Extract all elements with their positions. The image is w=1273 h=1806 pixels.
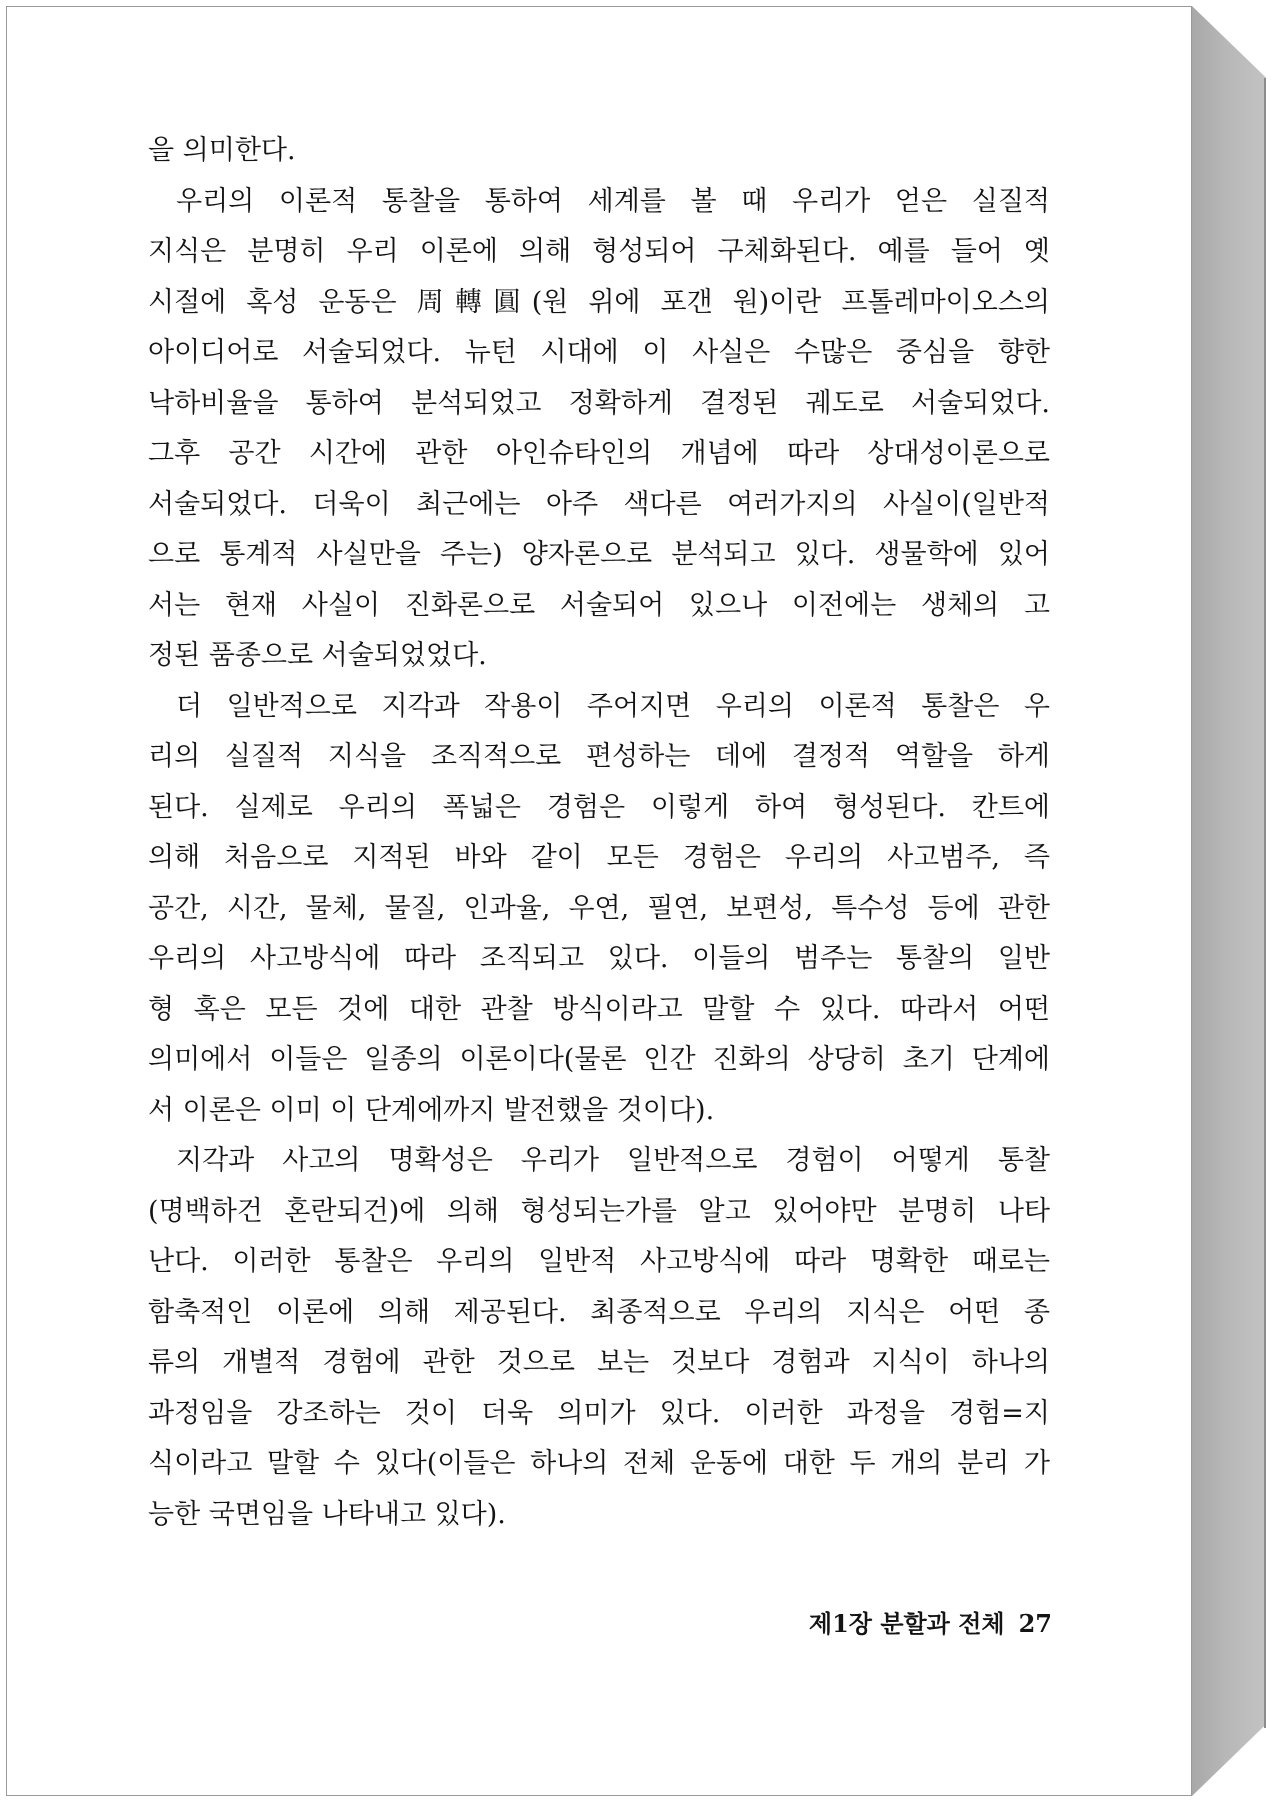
text-line: 서술되었다. 더욱이 최근에는 아주 색다른 여러가지의 사실이(일반적 [148, 488, 1050, 520]
text-line: 시절에 혹성 운동은 周轉圓(원 위에 포갠 원)이란 프톨레마이오스의 [148, 286, 1050, 318]
text-line: (명백하건 혼란되건)에 의해 형성되는가를 알고 있어야만 분명히 나타 [148, 1195, 1050, 1227]
text-line: 을 의미한다. [148, 135, 296, 166]
text-line: 서 이론은 이미 이 단계에까지 발전했을 것이다). [148, 1094, 715, 1126]
text-line: 낙하비율을 통하여 분석되었고 정확하게 결정된 궤도로 서술되었다. [148, 387, 1050, 419]
text-line: 의해 처음으로 지적된 바와 같이 모든 경험은 우리의 사고범주, 즉 [148, 842, 1050, 873]
text-line: 공간, 시간, 물체, 물질, 인과율, 우연, 필연, 보편성, 특수성 등에 관한 [148, 892, 1050, 924]
page-footer [760, 1604, 1052, 1639]
text-line: 더 일반적으로 지각과 작용이 주어지면 우리의 이론적 통찰은 우 [176, 690, 1050, 722]
text-line: 의미에서 이들은 일종의 이론이다(물론 인간 진화의 상당히 초기 단계에 [148, 1044, 1050, 1075]
text-line: 류의 개별적 경험에 관한 것으로 보는 것보다 경험과 지식이 하나의 [148, 1347, 1050, 1378]
text-line: 난다. 이러한 통찰은 우리의 일반적 사고방식에 따라 명확한 때로는 [148, 1246, 1050, 1277]
book-thickness [1192, 6, 1266, 1796]
text-line: 우리의 이론적 통찰을 통하여 세계를 볼 때 우리가 얻은 실질적 [176, 185, 1050, 217]
text-line: 정된 품종으로 서술되었었다. [148, 640, 487, 671]
book-edge-line [1264, 78, 1266, 1728]
text-line: 서는 현재 사실이 진화론으로 서술되어 있으나 이전에는 생체의 고 [148, 589, 1050, 621]
text-line: 된다. 실제로 우리의 폭넓은 경험은 이렇게 하여 형성된다. 칸트에 [148, 791, 1050, 823]
text-line: 지각과 사고의 명확성은 우리가 일반적으로 경험이 어떻게 통찰 [176, 1145, 1050, 1176]
page-number: 27 [1018, 1609, 1052, 1638]
text-line: 우리의 사고방식에 따라 조직되고 있다. 이들의 범주는 통찰의 일반 [148, 943, 1050, 974]
chapter-title: 제1장 분할과 전체 [808, 1609, 1005, 1638]
text-line: 능한 국면임을 나타내고 있다). [148, 1498, 506, 1530]
text-line: 과정임을 강조하는 것이 더욱 의미가 있다. 이러한 과정을 경험=지 [148, 1397, 1050, 1429]
text-line: 식이라고 말할 수 있다(이들은 하나의 전체 운동에 대한 두 개의 분리 가 [148, 1448, 1050, 1479]
text-line: 형 혹은 모든 것에 대한 관찰 방식이라고 말할 수 있다. 따라서 어떤 [148, 993, 1050, 1025]
text-line: 함축적인 이론에 의해 제공된다. 최종적으로 우리의 지식은 어떤 종 [148, 1296, 1050, 1328]
page-body-text [148, 126, 1050, 1540]
text-line: 그후 공간 시간에 관한 아인슈타인의 개념에 따라 상대성이론으로 [148, 438, 1050, 469]
text-line: 지식은 분명히 우리 이론에 의해 형성되어 구체화된다. 예를 들어 옛 [148, 236, 1050, 267]
text-line: 으로 통계적 사실만을 주는) 양자론으로 분석되고 있다. 생물학에 있어 [148, 539, 1050, 570]
text-line: 리의 실질적 지식을 조직적으로 편성하는 데에 결정적 역할을 하게 [148, 741, 1050, 772]
text-line: 아이디어로 서술되었다. 뉴턴 시대에 이 사실은 수많은 중심을 향한 [148, 337, 1050, 368]
